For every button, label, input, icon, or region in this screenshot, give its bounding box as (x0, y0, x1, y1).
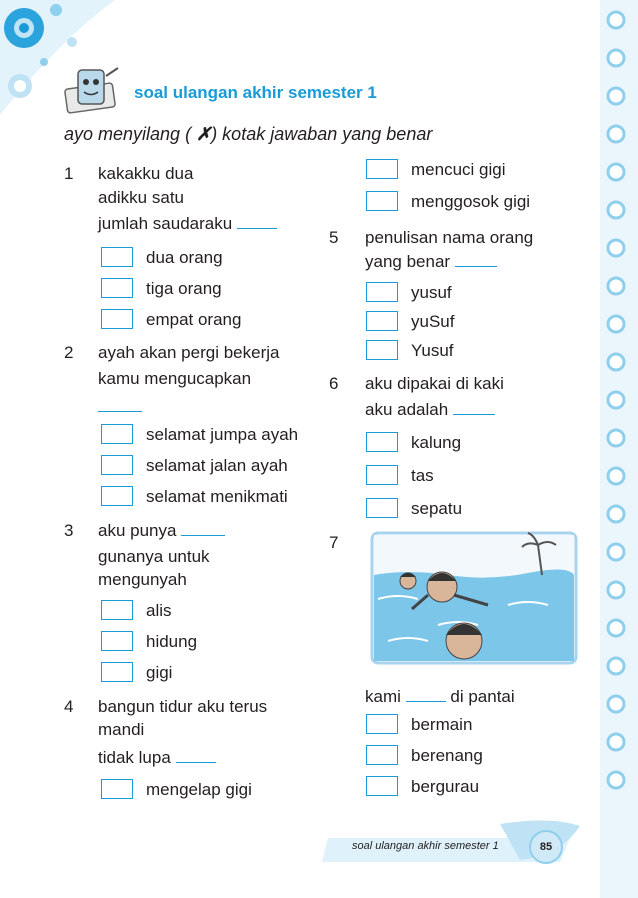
question-line (98, 521, 225, 541)
question-line: adikku satu (98, 188, 184, 207)
option-label: menggosok gigi (411, 192, 531, 211)
question-line-text: tidak lupa (98, 748, 171, 767)
question-line (365, 252, 497, 272)
question-line (98, 214, 277, 234)
option-label: mencuci gigi (411, 160, 506, 179)
question-line: penulisan nama orang (365, 228, 534, 247)
question-line-text: di pantai (450, 687, 515, 706)
question-number: 3 (64, 521, 74, 540)
option-label: yusuf (411, 283, 452, 302)
option-label: empat orang (146, 310, 242, 329)
answer-checkbox[interactable] (101, 779, 133, 799)
answer-checkbox[interactable] (366, 311, 398, 331)
answer-checkbox[interactable] (366, 776, 398, 796)
option-label: selamat jumpa ayah (146, 425, 299, 444)
question-line-text: aku punya (98, 521, 177, 540)
option-label: kalung (411, 433, 462, 452)
question-line (365, 400, 495, 420)
answer-checkbox[interactable] (366, 432, 398, 452)
question-line: kamu mengucapkan (98, 369, 252, 388)
answer-checkbox[interactable] (366, 340, 398, 360)
question-number: 4 (64, 697, 74, 716)
footer-title: soal ulangan akhir semester 1 (352, 840, 499, 852)
answer-blank (406, 687, 446, 702)
question-line-text: kami (365, 687, 401, 706)
option-label: hidung (146, 632, 198, 651)
cross-mark-icon: ✗ (196, 124, 212, 144)
answer-checkbox[interactable] (366, 745, 398, 765)
page-number: 85 (531, 832, 561, 862)
question-number: 5 (329, 228, 339, 247)
answer-blank (181, 521, 225, 536)
option-label: sepatu (411, 499, 463, 518)
answer-blank (176, 748, 216, 763)
answer-checkbox[interactable] (101, 455, 133, 475)
option-label: bergurau (411, 777, 480, 796)
question-line-text: yang benar (365, 252, 451, 271)
option-label: yuSuf (411, 312, 455, 331)
binder-rings-decoration (590, 0, 638, 898)
answer-checkbox[interactable] (366, 159, 398, 179)
instruction-text (64, 124, 432, 145)
option-label: selamat menikmati (146, 487, 288, 506)
option-label: tiga orang (146, 279, 222, 298)
answer-checkbox[interactable] (366, 282, 398, 302)
question-line: bangun tidur aku terus (98, 697, 268, 716)
question-line-text: jumlah saudaraku (98, 214, 233, 233)
option-label: tas (411, 466, 434, 485)
option-label: selamat jalan ayah (146, 456, 288, 475)
answer-checkbox[interactable] (101, 424, 133, 444)
instruction-suffix: ) kotak jawaban yang benar (211, 124, 433, 144)
question-line: mengunyah (98, 570, 187, 589)
instruction-prefix: ayo menyilang ( (64, 124, 192, 144)
answer-checkbox[interactable] (366, 191, 398, 211)
answer-checkbox[interactable] (101, 278, 133, 298)
option-label: gigi (146, 663, 173, 682)
answer-checkbox[interactable] (366, 498, 398, 518)
question-number: 2 (64, 343, 74, 362)
option-label: Yusuf (411, 341, 454, 360)
question-line: ayah akan pergi bekerja (98, 343, 280, 362)
question-number: 7 (329, 533, 339, 552)
test-paper-icon (62, 66, 124, 114)
answer-blank (455, 252, 497, 267)
answer-checkbox[interactable] (101, 486, 133, 506)
page-title: soal ulangan akhir semester 1 (134, 83, 377, 102)
answer-blank (453, 400, 495, 415)
question-number: 1 (64, 164, 74, 183)
question-line-text: aku adalah (365, 400, 449, 419)
option-label: berenang (411, 746, 483, 765)
question-number: 6 (329, 374, 339, 393)
question-line (365, 687, 515, 707)
question-line: gunanya untuk (98, 547, 210, 566)
question-line: aku dipakai di kaki (365, 374, 504, 393)
answer-checkbox[interactable] (101, 600, 133, 620)
beach-swimming-illustration (368, 529, 580, 667)
question-line (98, 748, 216, 768)
answer-blank (98, 397, 142, 412)
question-line: mandi (98, 720, 145, 739)
option-label: bermain (411, 715, 473, 734)
answer-checkbox[interactable] (101, 631, 133, 651)
question-line: kakakku dua (98, 164, 194, 183)
option-label: mengelap gigi (146, 780, 252, 799)
answer-checkbox[interactable] (101, 662, 133, 682)
option-label: alis (146, 601, 172, 620)
answer-checkbox[interactable] (366, 714, 398, 734)
option-label: dua orang (146, 248, 223, 267)
answer-checkbox[interactable] (366, 465, 398, 485)
answer-blank (237, 214, 277, 229)
answer-checkbox[interactable] (101, 309, 133, 329)
answer-checkbox[interactable] (101, 247, 133, 267)
